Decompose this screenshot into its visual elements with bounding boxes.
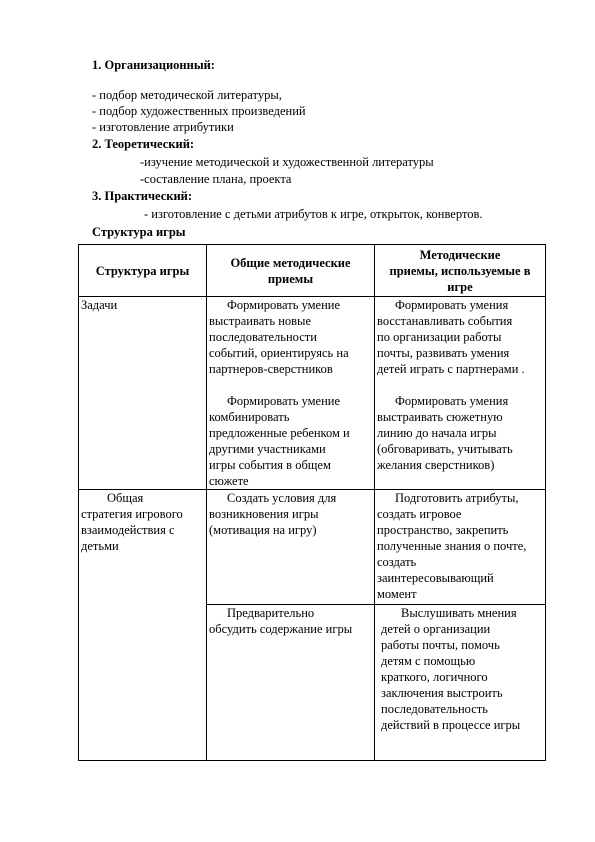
section-theory-title: 2. Теоретический: [92,137,195,151]
row-strategy-label: Общая стратегия игрового взаимодействия с детьми [79,490,207,761]
theory-item-2: -составление плана, проекта [140,172,292,186]
org-item-2: - подбор художественных произведений [92,104,306,118]
row-tasks-label: Задачи [79,297,207,490]
row-strategy-game-2: Выслушивать мнения детей о организации работы почты, помочь детям с помощью краткого, логичного заключения выстроить последовательность действий в процессе игры [375,605,546,761]
org-item-1: - подбор методической литературы, [92,88,282,102]
header-general-methods: Общие методические приемы [207,245,375,297]
row-strategy-game-1: Подготовить атрибуты, создать игровое пространство, закрепить полученные знания о почте, создать заинтересовывающий момент [375,490,546,605]
row-tasks-game: Формировать умения восстанавливать события по организации работы почты, развивать умения детей играть с партнерами . Формировать умения выстраивать сюжетную линию до начала игры (обговаривать, учитывать желания сверстников) [375,297,546,490]
section-org-title: 1. Организационный: [92,58,215,72]
section-practice-title: 3. Практический: [92,189,193,203]
org-item-3: - изготовление атрибутики [92,120,234,134]
row-strategy-general-1: Создать условия для возникновения игры (мотивация на игру) [207,490,375,605]
table-row [79,297,546,490]
theory-item-1: -изучение методической и художественной литературы [140,155,434,169]
header-structure: Структура игры [79,245,207,297]
row-strategy-general-2: Предварительно обсудить содержание игры [207,605,375,761]
row-tasks-general: Формировать умение выстраивать новые последовательности событий, ориентируясь на партнеров-сверстников Формировать умение комбинировать предложенные ребенком и другими участниками игры события в общем сюжете [207,297,375,490]
structure-title: Структура игры [92,225,186,239]
table-row [79,490,546,605]
structure-table [78,244,546,761]
table-header-row [79,245,546,297]
header-game-methods: Методические приемы, используемые в игре [375,245,546,297]
practice-item-1: - изготовление с детьми атрибутов к игре, открыток, конвертов. [144,207,483,221]
